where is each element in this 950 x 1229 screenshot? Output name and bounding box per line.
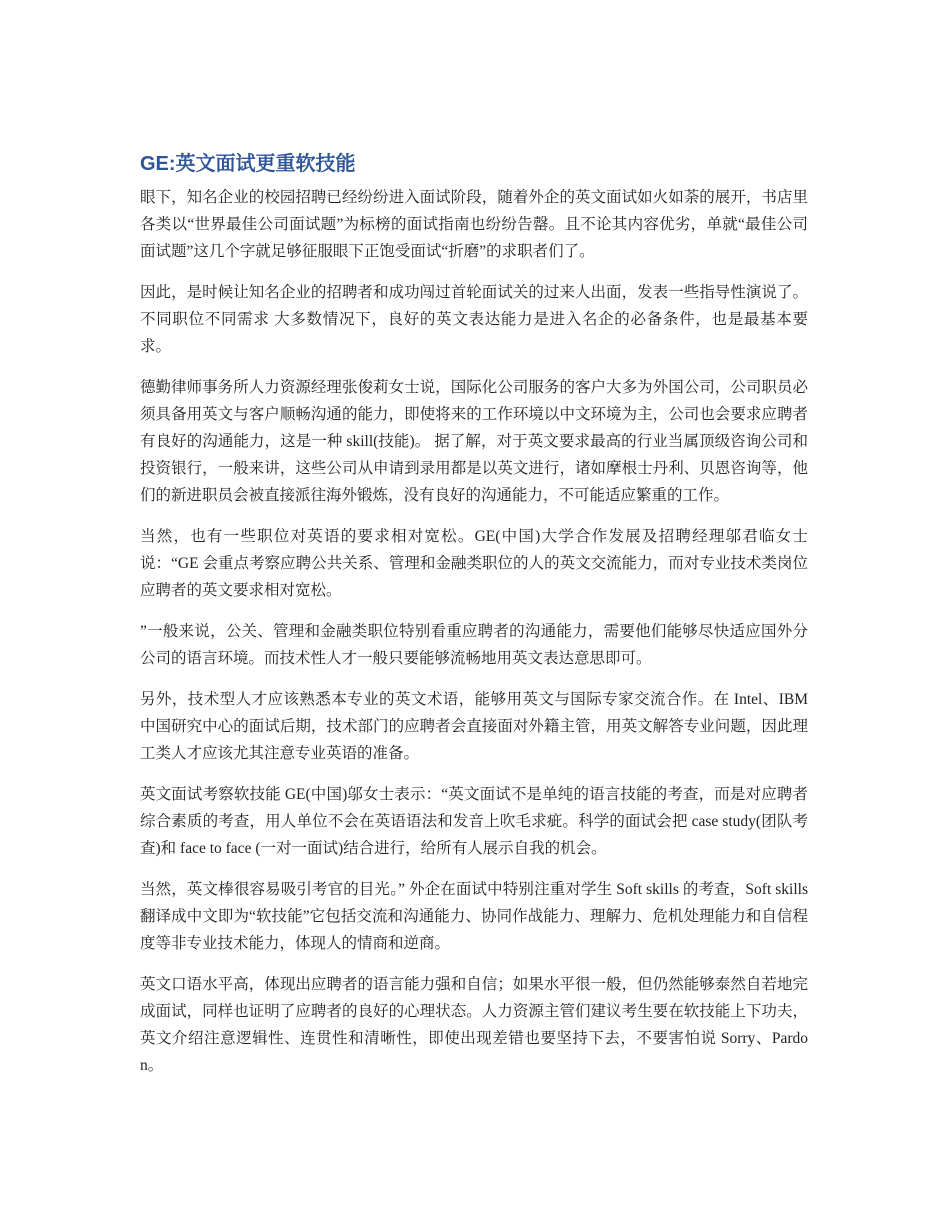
paragraph: 因此，是时候让知名企业的招聘者和成功闯过首轮面试关的过来人出面，发表一些指导性演说了。 不同职位不同需求 大多数情况下，良好的英文表达能力是进入名企的必备条件，也是最基本要求。	[140, 284, 808, 355]
document-page	[140, 148, 808, 1093]
paragraph: ”一般来说，公关、管理和金融类职位特别看重应聘者的沟通能力，需要他们能够尽快适应国外分公司的语言环境。而技术性人才一般只要能够流畅地用英文表达意思即可。	[140, 623, 808, 667]
page-title: GE:英文面试更重软技能	[140, 153, 356, 175]
paragraph: 英文面试考察软技能 GE(中国)邬女士表示：“英文面试不是单纯的语言技能的考查，而是对应聘者综合素质的考查，用人单位不会在英语语法和发音上吹毛求疵。科学的面试会把 case study(团队考查)和 face to face (一对一面试)结合进行，给所有人展示自我的机会。	[140, 786, 808, 857]
paragraph: 另外，技术型人才应该熟悉本专业的英文术语，能够用英文与国际专家交流合作。在 Intel、IBM 中国研究中心的面试后期，技术部门的应聘者会直接面对外籍主管，用英文解答专业问题，因此理工类人才应该尤其注意专业英语的准备。	[140, 691, 808, 762]
paragraph: 当然，英文棒很容易吸引考官的目光。” 外企在面试中特别注重对学生 Soft skills 的考查，Soft skills 翻译成中文即为“软技能”它包括交流和沟通能力、协同作战能力、理解力、危机处理能力和自信程度等非专业技术能力，体现人的情商和逆商。	[140, 881, 808, 952]
paragraph: 眼下，知名企业的校园招聘已经纷纷进入面试阶段，随着外企的英文面试如火如荼的展开，书店里各类以“世界最佳公司面试题”为标榜的面试指南也纷纷告罄。且不论其内容优劣，单就“最佳公司面试题”这几个字就足够征服眼下正饱受面试“折磨”的求职者们了。	[140, 189, 808, 260]
paragraph: 当然，也有一些职位对英语的要求相对宽松。GE(中国)大学合作发展及招聘经理邬君临女士说：“GE 会重点考察应聘公共关系、管理和金融类职位的人的英文交流能力，而对专业技术类岗位应聘者的英文要求相对宽松。	[140, 528, 808, 599]
paragraph: 德勤律师事务所人力资源经理张俊莉女士说，国际化公司服务的客户大多为外国公司，公司职员必须具备用英文与客户顺畅沟通的能力，即使将来的工作环境以中文环境为主，公司也会要求应聘者有良好的沟通能力，这是一种 skill(技能)。 据了解，对于英文要求最高的行业当属顶级咨询公司和投资银行，一般来讲，这些公司从申请到录用都是以英文进行，诸如摩根士丹利、贝恩咨询等，他们的新进职员会被直接派往海外锻炼，没有良好的沟通能力，不可能适应繁重的工作。	[140, 379, 808, 504]
paragraph: 英文口语水平高，体现出应聘者的语言能力强和自信；如果水平很一般，但仍然能够泰然自若地完成面试，同样也证明了应聘者的良好的心理状态。人力资源主管们建议考生要在软技能上下功夫，英文介绍注意逻辑性、连贯性和清晰性，即使出现差错也要坚持下去，不要害怕说 Sorry、Pardon。	[140, 976, 808, 1074]
